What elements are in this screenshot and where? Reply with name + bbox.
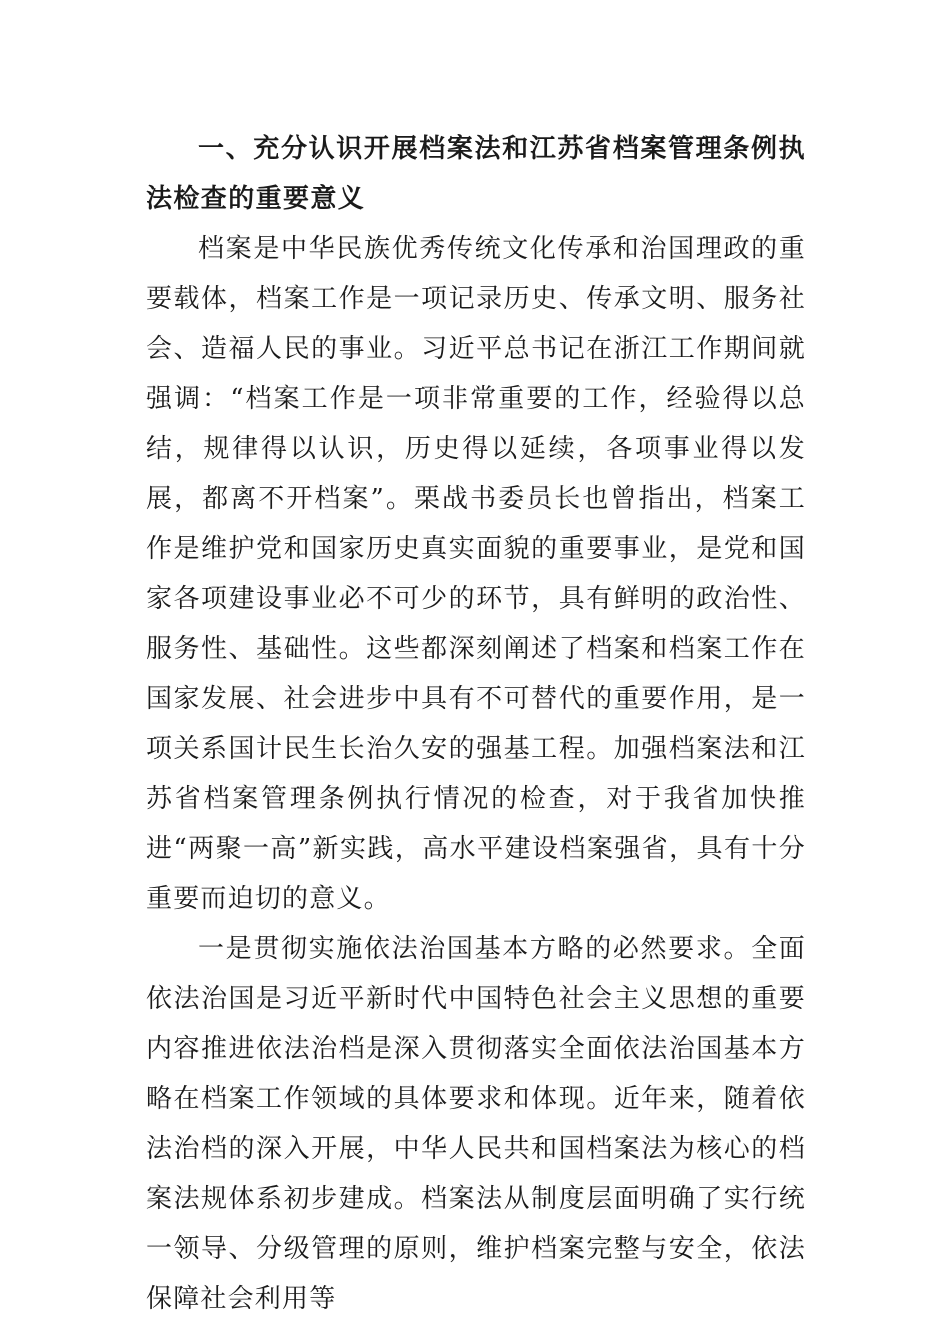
document-body: [146, 124, 806, 1324]
paragraph-archives-significance: 档案是中华民族优秀传统文化传承和治国理政的重要载体，档案工作是一项记录历史、传承文明、服务社会、造福人民的事业。习近平总书记在浙江工作期间就强调：“档案工作是一项非常重要的工作，经验得以总结，规律得以认识，历史得以延续，各项事业得以发展，都离不开档案”。栗战书委员长也曾指出，档案工作是维护党和国家历史真实面貌的重要事业，是党和国家各项建设事业必不可少的环节，具有鲜明的政治性、服务性、基础性。这些都深刻阐述了档案和档案工作在国家发展、社会进步中具有不可替代的重要作用，是一项关系国计民生长治久安的强基工程。加强档案法和江苏省档案管理条例执行情况的检查，对于我省加快推进“两聚一高”新实践，高水平建设档案强省，具有十分重要而迫切的意义。: [146, 234, 806, 914]
section-heading: 一、充分认识开展档案法和江苏省档案管理条例执法检查的重要意义: [146, 134, 806, 214]
paragraph-rule-of-law: 一是贯彻实施依法治国基本方略的必然要求。全面依法治国是习近平新时代中国特色社会主义思想的重要内容推进依法治档是深入贯彻落实全面依法治国基本方略在档案工作领域的具体要求和体现。近年来，随着依法治档的深入开展，中华人民共和国档案法为核心的档案法规体系初步建成。档案法从制度层面明确了实行统一领导、分级管理的原则，维护档案完整与安全，依法保障社会利用等: [146, 934, 806, 1314]
